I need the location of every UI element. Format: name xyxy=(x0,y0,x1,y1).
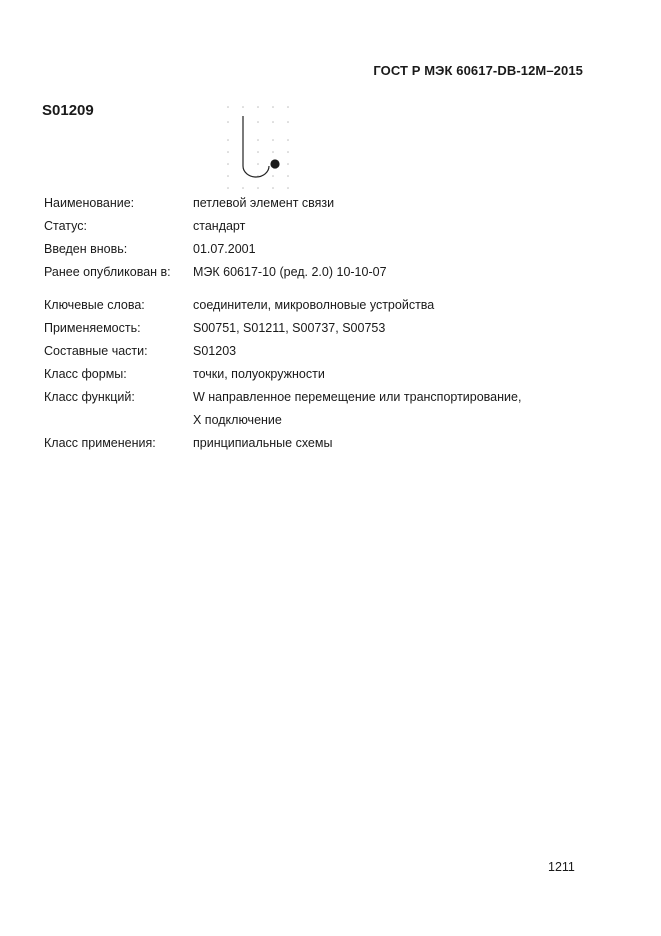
property-label: Класс функций: xyxy=(44,390,135,404)
property-value: S01203 xyxy=(193,344,237,358)
property-label: Класс формы: xyxy=(44,367,127,381)
property-value: 01.07.2001 xyxy=(193,242,256,256)
property-value: S00751, S01211, S00737, S00753 xyxy=(193,321,386,335)
property-label: Ключевые слова: xyxy=(44,298,145,312)
property-label: Введен вновь: xyxy=(44,242,128,256)
property-value: соединители, микроволновые устройства xyxy=(193,298,435,312)
property-label: Класс применения: xyxy=(44,436,156,450)
property-value: стандарт xyxy=(193,219,246,233)
property-label: Применяемость: xyxy=(44,321,141,335)
property-label: Наименование: xyxy=(44,196,135,210)
property-value: петлевой элемент связи xyxy=(193,196,335,210)
page-number: 1211 xyxy=(548,860,575,874)
loop-coupling-symbol-icon xyxy=(222,100,292,192)
property-value: точки, полуокружности xyxy=(193,367,325,381)
property-label: Ранее опубликован в: xyxy=(44,265,171,279)
standard-designation: ГОСТ Р МЭК 60617-DB-12M–2015 xyxy=(373,63,583,78)
symbol-id: S01209 xyxy=(42,102,94,119)
property-value: МЭК 60617-10 (ред. 2.0) 10-10-07 xyxy=(193,265,387,279)
property-value: W направленное перемещение или транспортирование, xyxy=(193,390,522,404)
property-label: Статус: xyxy=(44,219,87,233)
property-value: X подключение xyxy=(193,413,282,427)
property-value: принципиальные схемы xyxy=(193,436,333,450)
property-label: Составные части: xyxy=(44,344,148,358)
